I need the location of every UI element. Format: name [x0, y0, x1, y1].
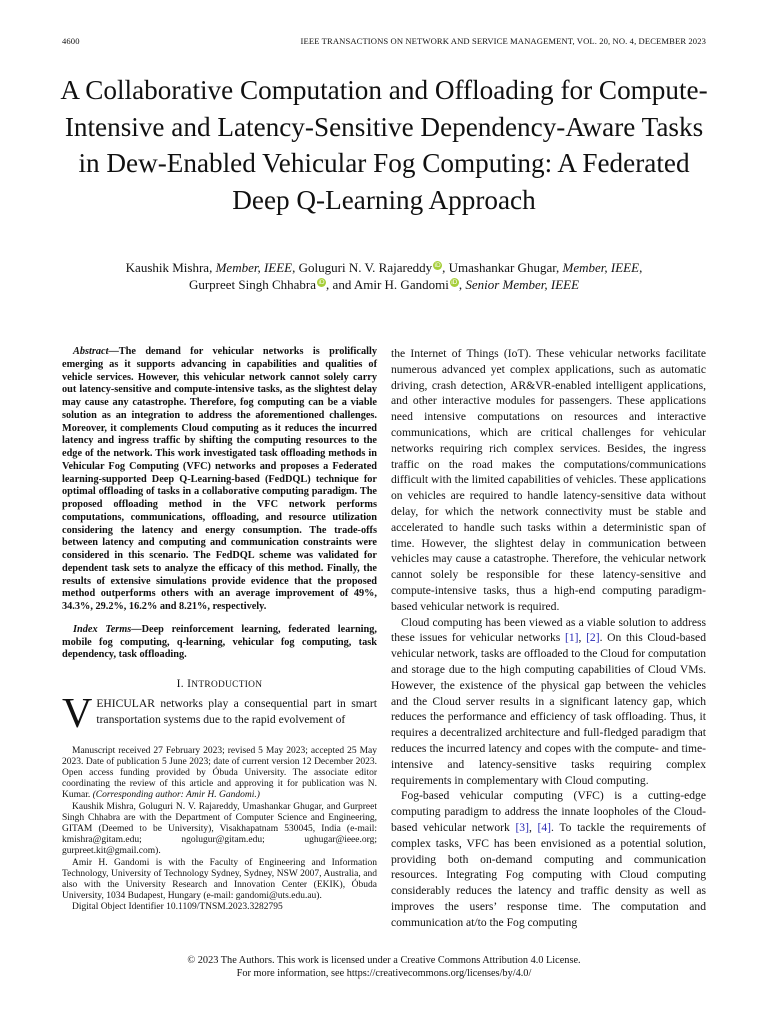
footnote-text: Manuscript received 27 February 2023; revised 5 May 2023; accepted 25 May 2023. Date of publication 5 June 2023; date of current version 12 December 2023. Open access funding provided by Óbuda University. The associate editor coordinating the review of this article and approving it for publication was N. Kumar.	[62, 745, 377, 801]
citation-link[interactable]: [1]	[564, 631, 579, 645]
author-separator: ,	[639, 260, 643, 275]
intro-paragraph	[62, 691, 377, 737]
orcid-icon[interactable]: iD	[318, 278, 325, 286]
paper-title: A Collaborative Computation and Offloading for Compute-Intensive and Latency-Sensitive Dependency-Aware Tasks in Dew-Enabled Vehicular Fog Computing: A Federated Deep Q-Learning Approach	[60, 75, 708, 215]
body-text: . To tackle the requirements of complex tasks, VFC has been envisioned as a potential solution, providing both on-demand computing and communication resources. Integrating Fog computing with Cloud computing considerably reduces the latency and traffic density as well as improves the users’ response time. The computation and communication at/to the Fog computing	[391, 820, 707, 929]
author-name: , and Amir H. Gandomi	[326, 276, 449, 292]
body-paragraph: the Internet of Things (IoT). These vehicular networks facilitate numerous advanced yet complex applications, such as automatic driving, crash detection, AR&VR-enabled intelligent applications, and other interactive modules for passengers. These applications need intensive computations on resources and interactive communications, which are critical challenges for vehicular networks requiring rich complex services. Besides, the ingress traffic on the road makes the computations/communications difficult with the limited capabilities of vehicles. These applications on vehicles are required to handle latency-sensitive data without delay, for which the network connectivity must be stable and accelerated to handle such tasks within a deterministic span of time. However, the slightest delay in communication between vehicles may cause a catastrophe. Therefore, the vehicular network cannot solely be responsible for these latency-sensitive and compute-intensive tasks, thus a high-end computing paradigm-based vehicular network is required.	[391, 347, 706, 613]
license-link[interactable]: For more information, see https://creativecommons.org/licenses/by/4.0/	[236, 967, 532, 979]
citation-separator: ,	[578, 631, 587, 645]
body-paragraph	[391, 615, 706, 789]
body-paragraph	[391, 788, 706, 930]
index-terms-label: Index Terms	[73, 623, 132, 635]
author-name: , Goluguri N. V. Rajareddy	[292, 260, 433, 275]
section-heading	[62, 678, 377, 690]
abstract	[62, 346, 377, 614]
citation-separator: ,	[528, 820, 538, 834]
drop-cap: V	[62, 691, 93, 737]
license-notice	[60, 955, 708, 980]
abstract-text: —The demand for vehicular networks is prolifically emerging as it supports advancing in capabilities and qualities of vehicle services. However, this vehicular network cannot solely carry out latency-sensitive and compute-intensive tasks, as the slightest delay may cause any catastrophe. Therefore, fog computing can be a viable solution as an integration to address the aforementioned challenges. Moreover, it complements Cloud computing as it reduces the incurred latency and ingress traffic by shifting the computing resources to the edge of the network. This work investigated task offloading methods in Vehicular Fog Computing (VFC) networks and proposes a Federated learning-supported Deep Q-Learning-based (FedDQL) technique for optimal offloading of tasks in a collaborative computing paradigm. The proposed offloading method in the VFC network performs computations, communications, offloading, and resource utilization considering the latency and energy consumption. The trade-offs between latency and computing and communication constraints were considered in this scenario. The FedDQL scheme was validated for dependent task sets to analyze the efficacy of this method. Finally, the results of extensive simulations provide evidence that the proposed method outperforms others with an average improvement of 49%, 34.3%, 29.2%, 16.2% and 8.21%, respectively.	[62, 346, 377, 612]
footnote-affiliation: Amir H. Gandomi is with the Faculty of Engineering and Information Technology, University of Technology Sydney, Sydney, NSW 2007, Australia, and also with the University Research and Innovation Center (EKIK), Óbuda University, 1034 Budapest, Hungary (e-mail: gandomi@uts.edu.au).	[62, 857, 377, 902]
author-role: Member, IEEE	[215, 260, 293, 275]
citation-link[interactable]: [4]	[537, 820, 552, 834]
section-number: I.	[176, 678, 188, 690]
index-terms-text: —Deep reinforcement learning, federated learning, mobile fog computing, q-learning, vehicular fog computing, task dependency, task offloading.	[62, 623, 377, 661]
author-name: , Umashankar Ghugar,	[442, 260, 560, 275]
footnote-doi: Digital Object Identifier 10.1109/TNSM.2023.3282795	[72, 902, 283, 913]
body-text: Fog-based vehicular computing (VFC) is a cutting-edge computing paradigm to address the innate loopholes of the Cloud-based vehicular network	[391, 789, 706, 834]
license-line: © 2023 The Authors. This work is licensed under a Creative Commons Attribution 4.0 License.	[187, 955, 581, 966]
left-column	[62, 346, 377, 914]
intro-lead: EHICULAR	[96, 697, 155, 710]
journal-name: IEEE TRANSACTIONS ON NETWORK AND SERVICE MANAGEMENT, VOL. 20, NO. 4, DECEMBER 2023	[300, 36, 706, 46]
orcid-icon[interactable]: iD	[451, 278, 458, 286]
body-text: . On this Cloud-based vehicular network, tasks are offloaded to the Cloud for computation and storage due to the high computing capabilities of Cloud VMs. However, the existence of the physical gap between the vehicles and the Cloud server results in a significant latency gap, which reduces the performance and efficiency of task offloading. Thus, it requires a decentralized architecture and full-fledged paradigm that reduces the incurred latency and copes with the compute- and time-intensive and latency-sensitive tasks requiring complex requirements in complementary with Cloud computing.	[391, 631, 706, 787]
right-column	[391, 346, 706, 930]
citation-link[interactable]: [2]	[586, 631, 600, 645]
intro-text: networks play a consequential part in smart transportation systems due to the rapid evolvement of	[96, 697, 377, 726]
page-number: 4600	[62, 36, 80, 46]
author-name: Gurpreet Singh Chhabra	[188, 276, 317, 292]
author-role: Member, IEEE	[562, 260, 640, 275]
orcid-icon[interactable]: iD	[434, 262, 441, 269]
section-title-initial: I	[187, 678, 192, 690]
author-list	[70, 260, 698, 293]
section-title-rest: NTRODUCTION	[191, 680, 263, 690]
abstract-label: Abstract	[73, 346, 109, 357]
author-role: Senior Member, IEEE	[465, 276, 580, 292]
author-name: Kaushik Mishra,	[125, 260, 213, 275]
corresponding-author: (Corresponding author: Amir H. Gandomi.)	[90, 790, 260, 801]
footnotes	[62, 746, 377, 914]
body-text: Cloud computing has been viewed as a viable solution to address these issues for vehicular networks	[391, 615, 706, 645]
footnote-affiliation: Kaushik Mishra, Goluguri N. V. Rajareddy, Umashankar Ghugar, and Gurpreet Singh Chhabra are with the Department of Computer Science and Engineering, GITAM (Deemed to be University), Visakhapatnam 530045, India (e-mail: kmishra@gitam.edu; ngolugur@gitam.edu; ughugar@ieee.org; gurpreet.kit@gmail.com).	[62, 801, 377, 857]
footnote-manuscript	[62, 746, 377, 802]
index-terms	[62, 624, 377, 662]
citation-link[interactable]: [3]	[515, 820, 529, 834]
author-separator: ,	[458, 276, 466, 292]
